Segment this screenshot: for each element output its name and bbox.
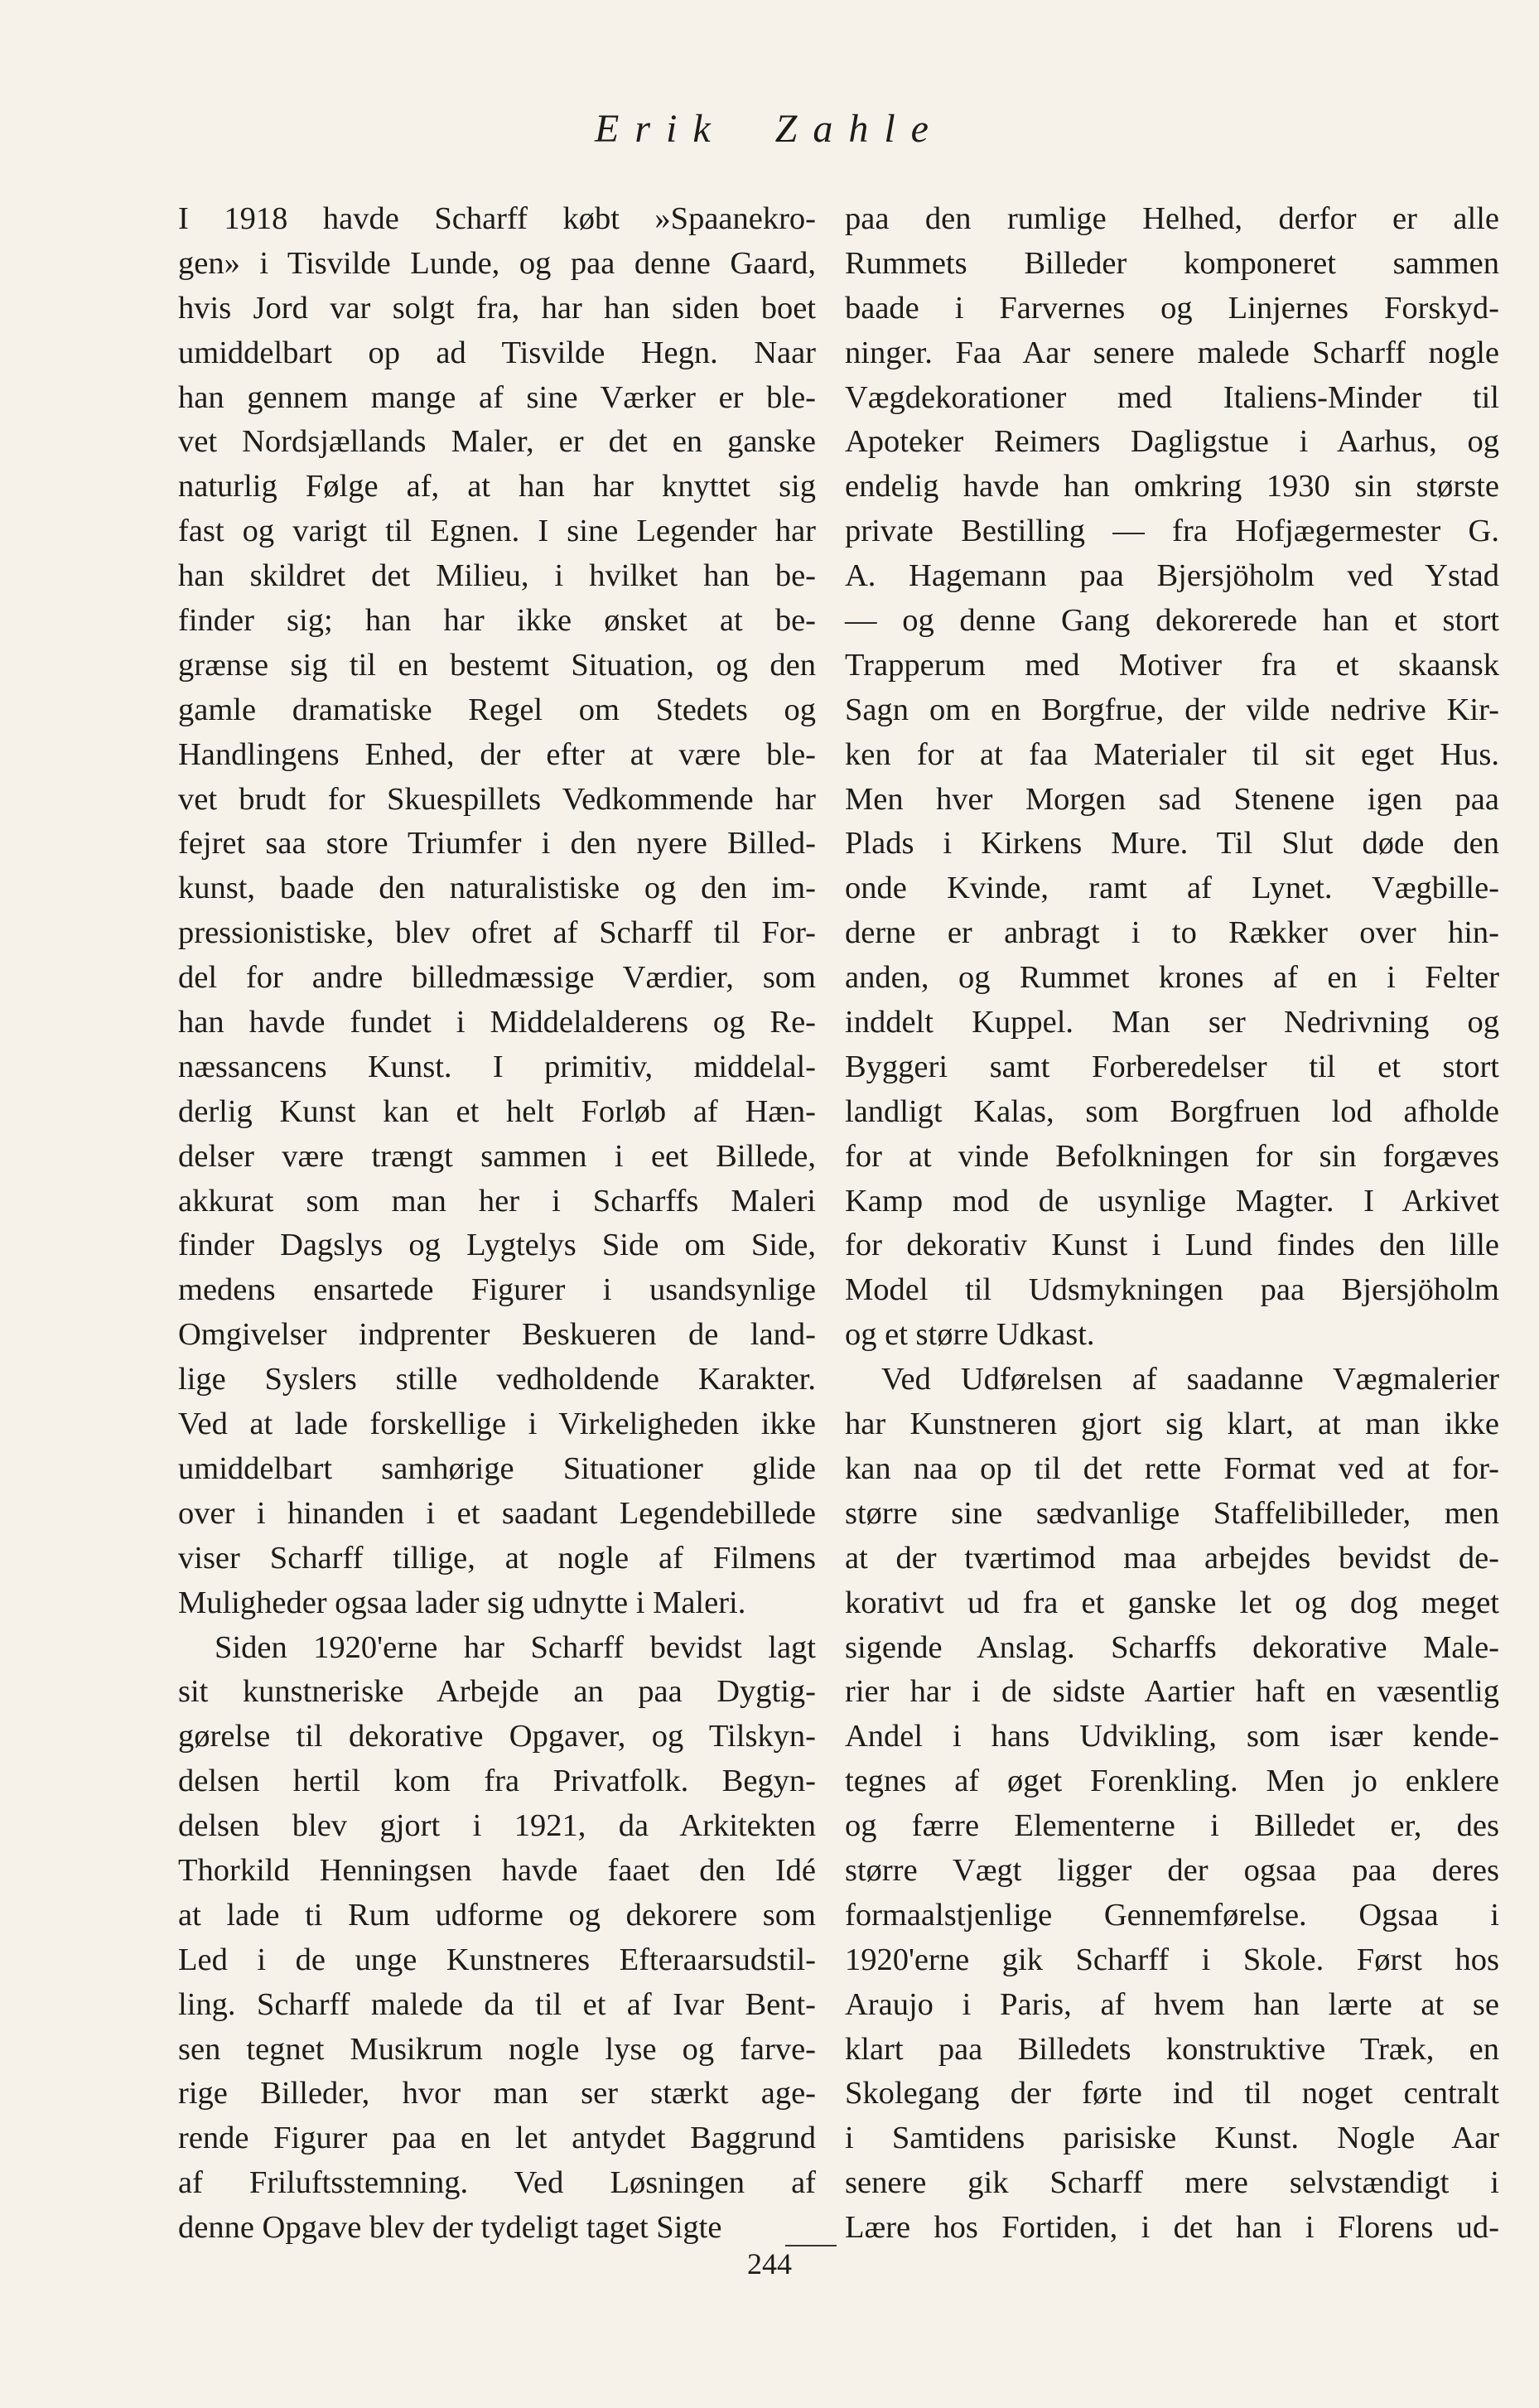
text-line: korativt ud fra et ganske let og dog meget	[845, 1585, 1499, 1620]
text-line: Rummets Billeder komponeret sammen	[845, 245, 1499, 281]
text-line: formaalstjenlige Gennemførelse. Ogsaa i	[845, 1897, 1499, 1933]
text-line: fejret saa store Triumfer i den nyere Billed-	[178, 826, 816, 861]
text-line: vet brudt for Skuespillets Vedkommende har	[178, 781, 816, 817]
text-line: sen tegnet Musikrum nogle lyse og farve-	[178, 2031, 816, 2067]
text-line: finder Dagslys og Lygtelys Side om Side,	[178, 1228, 816, 1263]
text-line: for at vinde Befolkningen for sin forgæves	[845, 1138, 1499, 1174]
text-line: Trapperum med Motiver fra et skaansk	[845, 647, 1499, 683]
text-line: større sine sædvanlige Staffelibilleder, men	[845, 1495, 1499, 1531]
text-line: Vægdekorationer med Italiens-Minder til	[845, 379, 1499, 415]
text-line: umiddelbart op ad Tisvilde Hegn. Naar	[178, 335, 816, 370]
text-line: Model til Udsmykningen paa Bjersjöholm	[845, 1272, 1499, 1308]
page-number: 244	[747, 2247, 792, 2280]
text-line: næssancens Kunst. I primitiv, middelal-	[178, 1049, 816, 1084]
text-line: Omgivelser indprenter Beskueren de land-	[178, 1317, 816, 1353]
text-line: rier har i de sidste Aartier haft en væsentlig	[845, 1674, 1499, 1710]
text-line: pressionistiske, blev ofret af Scharff til For-	[178, 915, 816, 951]
text-line: gamle dramatiske Regel om Stedets og	[178, 692, 816, 727]
text-line: Ved Udførelsen af saadanne Vægmalerier	[881, 1362, 1499, 1397]
text-line: inddelt Kuppel. Man ser Nedrivning og	[845, 1005, 1499, 1040]
text-line: anden, og Rummet krones af en i Felter	[845, 960, 1499, 996]
text-line: Men hver Morgen sad Stenene igen paa	[845, 781, 1499, 817]
text-line: i Samtidens parisiske Kunst. Nogle Aar	[845, 2121, 1499, 2156]
text-line: rige Billeder, hvor man ser stærkt age-	[178, 2076, 816, 2111]
text-line: og et større Udkast.	[845, 1317, 1095, 1353]
text-line: at der tværtimod maa arbejdes bevidst de-	[845, 1540, 1499, 1576]
text-line: Sagn om en Borgfrue, der vilde nedrive Kir-	[845, 692, 1499, 727]
text-line: Handlingens Enhed, der efter at være ble-	[178, 736, 816, 772]
text-line: og færre Elementerne i Billedet er, des	[845, 1808, 1499, 1844]
text-line: derne er anbragt i to Rækker over hin-	[845, 915, 1499, 951]
text-line: Lære hos Fortiden, i det han i Florens ud-	[845, 2210, 1499, 2246]
text-line: Kamp mod de usynlige Magter. I Arkivet	[845, 1183, 1499, 1218]
text-line: kunst, baade den naturalistiske og den im-	[178, 871, 816, 906]
running-header: Erik Zahle	[595, 107, 944, 151]
text-line: naturlig Følge af, at han har knyttet sig	[178, 469, 816, 504]
text-line: han gennem mange af sine Værker er ble-	[178, 379, 816, 415]
text-line: Thorkild Henningsen havde faaet den Idé	[178, 1852, 816, 1888]
text-line: viser Scharff tillige, at nogle af Filmens	[178, 1540, 816, 1576]
text-line: finder sig; han har ikke ønsket at be-	[178, 603, 816, 639]
text-line: senere gik Scharff mere selvstændigt i	[845, 2165, 1499, 2201]
text-line: landligt Kalas, som Borgfruen lod afholde	[845, 1093, 1499, 1129]
text-line: delsen hertil kom fra Privatfolk. Begyn-	[178, 1764, 816, 1799]
text-line: sit kunstneriske Arbejde an paa Dygtig-	[178, 1674, 816, 1710]
text-line: — og denne Gang dekorerede han et stort	[845, 603, 1499, 639]
text-line: hvis Jord var solgt fra, har han siden boet	[178, 290, 816, 326]
text-line: A. Hagemann paa Bjersjöholm ved Ystad	[845, 558, 1499, 594]
text-line: denne Opgave blev der tydeligt taget Sigte	[178, 2210, 722, 2246]
text-line: Plads i Kirkens Mure. Til Slut døde den	[845, 826, 1499, 861]
right-text-column	[845, 197, 1499, 2251]
text-line: I 1918 havde Scharff købt »Spaanekro-	[178, 201, 816, 236]
text-line: paa den rumlige Helhed, derfor er alle	[845, 201, 1499, 236]
text-line: umiddelbart samhørige Situationer glide	[178, 1450, 816, 1486]
text-line: baade i Farvernes og Linjernes Forskyd-	[845, 290, 1499, 326]
text-line: Siden 1920'erne har Scharff bevidst lagt	[215, 1629, 816, 1665]
text-line: private Bestilling — fra Hofjægermester G.	[845, 514, 1499, 549]
text-line: større Vægt ligger der ogsaa paa deres	[845, 1852, 1499, 1888]
text-line: Muligheder ogsaa lader sig udnytte i Maleri.	[178, 1585, 746, 1620]
text-line: ling. Scharff malede da til et af Ivar Bent-	[178, 1986, 816, 2022]
text-line: klart paa Billedets konstruktive Træk, en	[845, 2031, 1499, 2067]
text-line: han havde fundet i Middelalderens og Re-	[178, 1005, 816, 1040]
text-line: han skildret det Milieu, i hvilket han be-	[178, 558, 816, 594]
text-line: ninger. Faa Aar senere malede Scharff nogle	[845, 335, 1499, 370]
text-line: at lade ti Rum udforme og dekorere som	[178, 1897, 816, 1933]
text-line: Andel i hans Udvikling, som især kende-	[845, 1719, 1499, 1754]
text-line: endelig havde han omkring 1930 sin største	[845, 469, 1499, 504]
text-line: fast og varigt til Egnen. I sine Legender har	[178, 514, 816, 549]
text-line: Led i de unge Kunstneres Efteraarsudstil-	[178, 1942, 816, 1977]
text-line: lige Syslers stille vedholdende Karakter.	[178, 1362, 816, 1397]
text-line: Ved at lade forskellige i Virkeligheden ikke	[178, 1407, 816, 1442]
text-line: delsen blev gjort i 1921, da Arkitekten	[178, 1808, 816, 1844]
text-line: for dekorativ Kunst i Lund findes den lille	[845, 1228, 1499, 1263]
text-line: af Friluftsstemning. Ved Løsningen af	[178, 2165, 816, 2201]
text-line: onde Kvinde, ramt af Lynet. Vægbille-	[845, 871, 1499, 906]
text-line: grænse sig til en bestemt Situation, og den	[178, 647, 816, 683]
text-line: 1920'erne gik Scharff i Skole. Først hos	[845, 1942, 1499, 1977]
text-line: kan naa op til det rette Format ved at for-	[845, 1450, 1499, 1486]
text-line: vet Nordsjællands Maler, er det en ganske	[178, 424, 816, 460]
text-line: har Kunstneren gjort sig klart, at man ikke	[845, 1407, 1499, 1442]
text-line: over i hinanden i et saadant Legendebillede	[178, 1495, 816, 1531]
text-line: del for andre billedmæssige Værdier, som	[178, 960, 816, 996]
text-line: Araujo i Paris, af hvem han lærte at se	[845, 1986, 1499, 2022]
text-line: gørelse til dekorative Opgaver, og Tilskyn-	[178, 1719, 816, 1754]
text-line: sigende Anslag. Scharffs dekorative Male-	[845, 1629, 1499, 1665]
text-line: derlig Kunst kan et helt Forløb af Hæn-	[178, 1093, 816, 1129]
text-line: ken for at faa Materialer til sit eget Hus.	[845, 736, 1499, 772]
text-line: rende Figurer paa en let antydet Baggrund	[178, 2121, 816, 2156]
text-line: tegnes af øget Forenkling. Men jo enklere	[845, 1764, 1499, 1799]
text-line: Apoteker Reimers Dagligstue i Aarhus, og	[845, 424, 1499, 460]
text-line: delser være trængt sammen i eet Billede,	[178, 1138, 816, 1174]
text-line: gen» i Tisvilde Lunde, og paa denne Gaard,	[178, 245, 816, 281]
text-line: akkurat som man her i Scharffs Maleri	[178, 1183, 816, 1218]
text-line: medens ensartede Figurer i usandsynlige	[178, 1272, 816, 1308]
left-text-column	[178, 197, 816, 2251]
text-line: Byggeri samt Forberedelser til et stort	[845, 1049, 1499, 1084]
text-line: Skolegang der førte ind til noget centralt	[845, 2076, 1499, 2111]
